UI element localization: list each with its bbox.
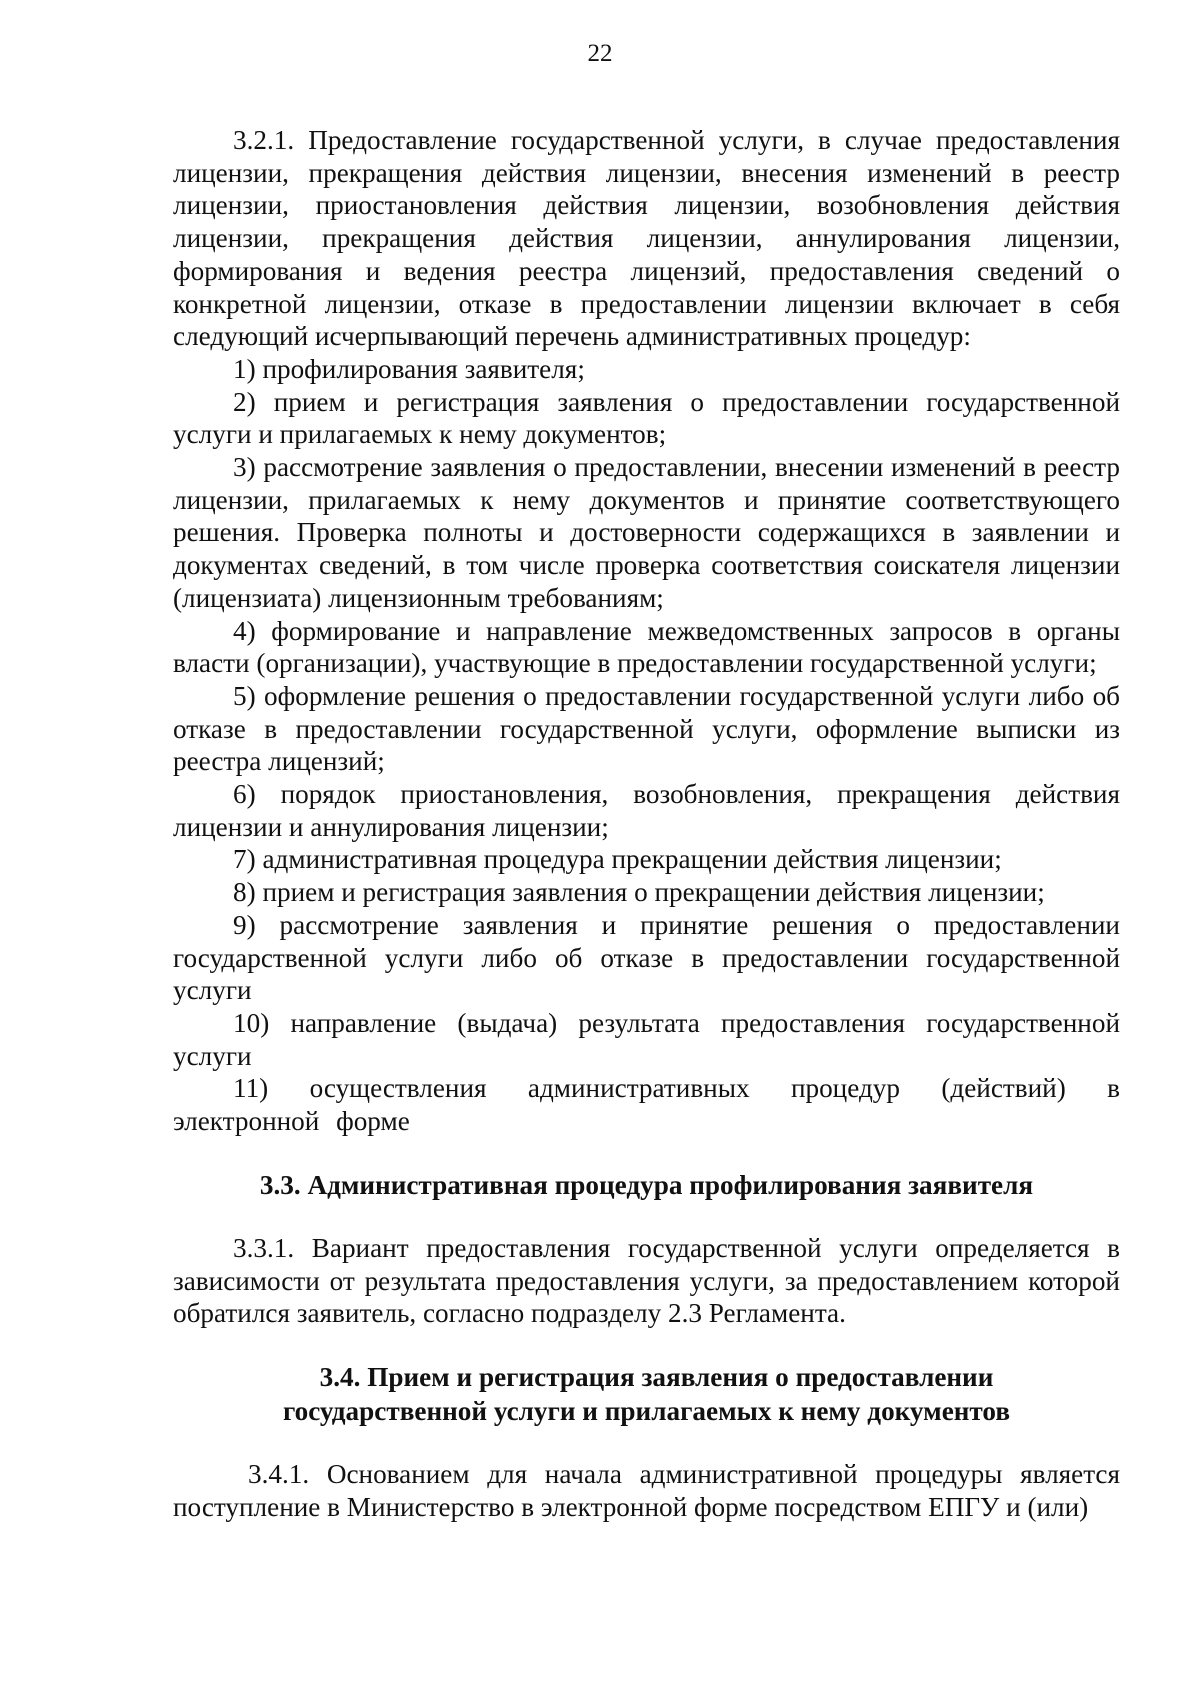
- page-number: 22: [587, 40, 613, 67]
- list-item-6: 6) порядок приостановления, возобновления, прекращения действия лицензии и аннулирования лицензии;: [173, 779, 1120, 842]
- list-item-2: 2) прием и регистрация заявления о предоставлении государственной услуги и прилагаемых к нему документов;: [173, 386, 1120, 450]
- list-item-8: 8) прием и регистрация заявления о прекращении действия лицензии;: [233, 877, 1045, 908]
- section-heading-3-3: 3.3. Административная процедура профилирования заявителя: [259, 1169, 1034, 1200]
- paragraph-3-2-1: 3.2.1. Предоставление государственной услуги, в случае предоставления лицензии, прекращения действия лицензии, внесения изменений в реестр лицензии, приостановления действия лицензии, возобновления действия лицензии, прекращения действия лицензии, аннулирования лицензии, формирования и ведения реестра лицензий, предоставления сведений о конкретной лицензии, отказе в предоставлении лицензии включает в себя следующий исчерпывающий перечень административных процедур:: [173, 125, 1120, 352]
- list-item-11: 11) осуществления административных процедур (действий) в электронной форме: [173, 1073, 1120, 1137]
- document-body: [173, 124, 1120, 1523]
- list-item-5: 5) оформление решения о предоставлении государственной услуги либо об отказе в предоставлении государственной услуги, оформление выписки из реестра лицензий;: [173, 680, 1120, 777]
- list-item-3: 3) рассмотрение заявления о предоставлении, внесении изменений в реестр лицензии, прилагаемых к нему документов и принятие соответствующего решения. Проверка полноты и достоверности содержащихся в заявлении и документах сведений, в том числе проверка соответствия соискателя лицензии (лицензиата) лицензионным требованиям;: [173, 452, 1120, 613]
- paragraph-3-3-1: 3.3.1. Вариант предоставления государственной услуги определяется в зависимости от результата предоставления услуги, за предоставлением которой обратился заявитель, согласно подразделу 2.3 Регламента.: [173, 1232, 1120, 1329]
- list-item-4: 4) формирование и направление межведомственных запросов в органы власти (организации), участвующие в предоставлении государственной услуги;: [173, 615, 1120, 679]
- list-item-7: 7) административная процедура прекращении действия лицензии;: [233, 844, 1002, 875]
- list-item-1: 1) профилирования заявителя;: [233, 353, 585, 384]
- list-item-10: 10) направление (выдача) результата предоставления государственной услуги: [173, 1007, 1120, 1071]
- section-heading-3-4: [173, 1360, 1120, 1428]
- section-heading-3-4-line-2: государственной услуги и прилагаемых к нему документов: [282, 1395, 1011, 1426]
- section-heading-3-4-line-1: 3.4. Прием и регистрация заявления о предоставлении: [319, 1361, 994, 1392]
- paragraph-3-4-1: 3.4.1. Основанием для начала административной процедуры является поступление в Министерство в электронной форме посредством ЕПГУ и (или): [173, 1458, 1120, 1522]
- list-item-9: 9) рассмотрение заявления и принятие решения о предоставлении государственной услуги либо об отказе в предоставлении государственной услуги: [173, 909, 1120, 1006]
